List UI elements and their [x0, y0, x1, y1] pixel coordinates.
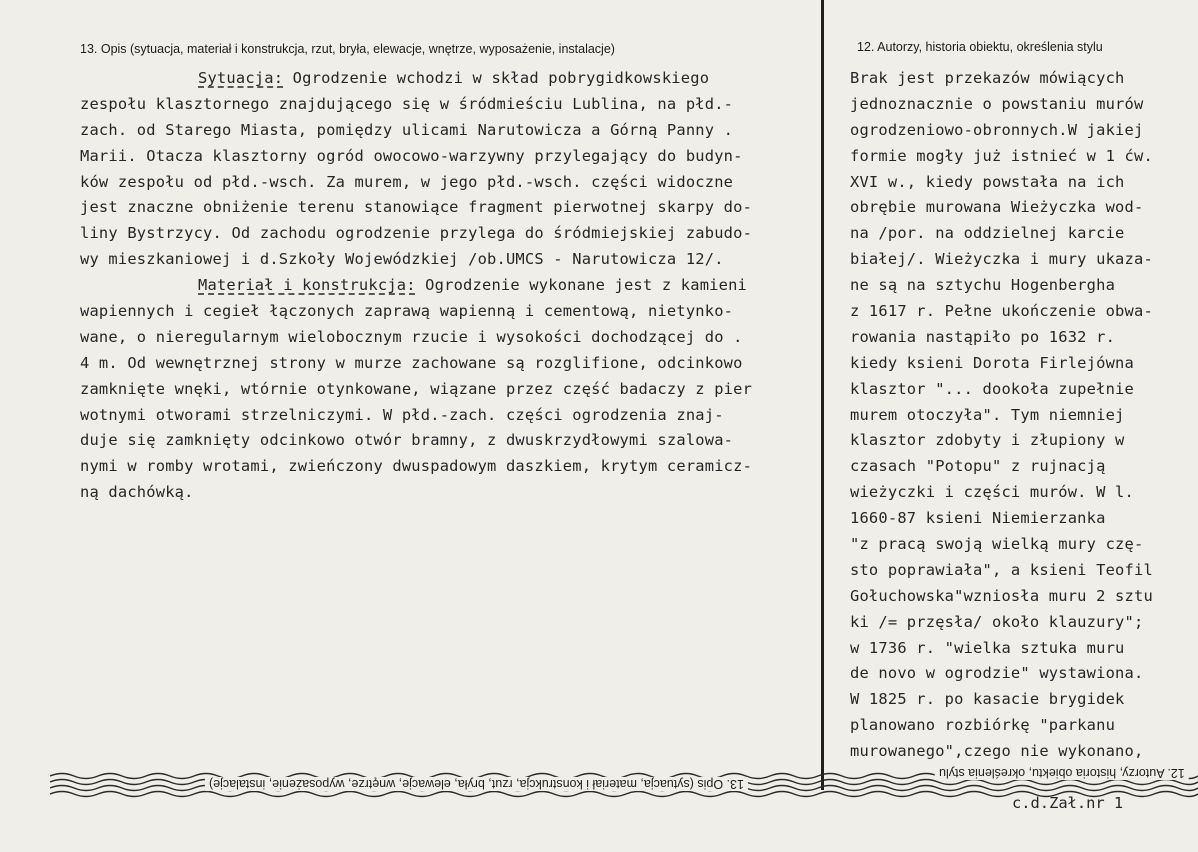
- text-line: jest znaczne obniżenie terenu stanowiące fragment pierwotnej skarpy do-: [80, 198, 753, 217]
- text-line: duje się zamknięty odcinkowo otwór bramny, z dwuskrzydłowymi szalowa-: [80, 431, 734, 450]
- text-line: murem otoczyła". Tym niemniej: [850, 405, 1125, 424]
- text-line: Gołuchowska"wzniosła muru 2 sztu: [850, 586, 1153, 605]
- mirrored-right-heading: 12. Autorzy, historia obiektu, określenia stylu: [935, 766, 1189, 780]
- text-line: zach. od Starego Miasta, pomiędzy ulicami Narutowicza a Górną Panny .: [80, 120, 734, 139]
- description-text: [80, 66, 820, 506]
- text-line: formie mogły już istnieć w 1 ćw.: [850, 146, 1153, 165]
- text-line: planowano rozbiórkę "parkanu: [850, 716, 1116, 735]
- text-line: ki /= przęsła/ około klauzury";: [850, 612, 1144, 631]
- text-line: murowanego",czego nie wykonano,: [850, 742, 1144, 761]
- text-line: 4 m. Od wewnętrznej strony w murze zachowane są rozglifione, odcinkowo: [80, 353, 743, 372]
- text-line: zamknięte wnęki, wtórnie otynkowane, wiązane przez część badaczy z pier: [80, 379, 753, 398]
- right-column-heading: 12. Autorzy, historia obiektu, określenia stylu: [857, 40, 1103, 54]
- text-line: W 1825 r. po kasacie brygidek: [850, 690, 1125, 709]
- text-line: nymi w romby wrotami, zwieńczony dwuspadowym daszkiem, krytym ceramicz-: [80, 457, 753, 476]
- text-line: ne są na sztychu Hogenbergha: [850, 276, 1116, 295]
- text-line: liny Bystrzycy. Od zachodu ogrodzenie przylega do śródmiejskiej zabudo-: [80, 224, 753, 243]
- text-line: sto poprawiała", a ksieni Teofil: [850, 560, 1153, 579]
- text-line: jednoznacznie o powstaniu murów: [850, 94, 1144, 113]
- text-line: klasztor "... dookoła zupełnie: [850, 379, 1134, 398]
- text-line: obrębie murowana Wieżyczka wod-: [850, 198, 1144, 217]
- text-line: wapiennych i cegieł łączonych zaprawą wapienną i cementową, nietynko-: [80, 302, 734, 321]
- text-line: zespołu klasztornego znajdującego się w śródmieściu Lublina, na płd.-: [80, 94, 734, 113]
- column-divider: [821, 0, 824, 790]
- text-line: wy mieszkaniowej i d.Szkoły Wojewódzkiej /ob.UMCS - Narutowicza 12/.: [80, 250, 724, 269]
- text-line: de novo w ogrodzie" wystawiona.: [850, 664, 1144, 683]
- text-line: czasach "Potopu" z rujnacją: [850, 457, 1106, 476]
- left-column-heading: 13. Opis (sytuacja, materiał i konstrukcja, rzut, bryła, elewacje, wnętrze, wyposażenie, instalacje): [80, 42, 615, 56]
- text-line: klasztor zdobyty i złupiony w: [850, 431, 1125, 450]
- text-line: wotnymi otworami strzelniczymi. W płd.-zach. części ogrodzenia znaj-: [80, 405, 724, 424]
- section-situation-first-line: Sytuacja: Ogrodzenie wchodzi w skład pobrygidkowskiego: [198, 69, 710, 87]
- text-line: w 1736 r. "wielka sztuka muru: [850, 638, 1125, 657]
- section-material-first-line: Materiał i konstrukcja: Ogrodzenie wykonane jest z kamieni: [198, 276, 748, 295]
- text-line: ków zespołu od płd.-wsch. Za murem, w jego płd.-wsch. części widoczne: [80, 172, 734, 191]
- text-line: kiedy ksieni Dorota Firlejówna: [850, 353, 1134, 372]
- section-material-title: Materiał i konstrukcja:: [198, 276, 416, 295]
- text-line: Brak jest przekazów mówiących: [850, 69, 1125, 87]
- text-line: wane, o nieregularnym wielobocznym rzucie i wysokości dochodzącej do .: [80, 327, 743, 346]
- text-line: białej/. Wieżyczka i mury ukaza-: [850, 250, 1153, 269]
- text-line: wieżyczki i części murów. W l.: [850, 483, 1134, 502]
- text-line: na /por. na oddzielnej karcie: [850, 224, 1125, 243]
- text-line: XVI w., kiedy powstała na ich: [850, 172, 1125, 191]
- text-line: rowania nastąpiło po 1632 r.: [850, 327, 1116, 346]
- text-line: ną dachówką.: [80, 483, 194, 502]
- section-situation-title: Sytuacja:: [198, 69, 284, 87]
- history-text: [850, 66, 1190, 765]
- text-line: "z pracą swoją wielką mury czę-: [850, 535, 1144, 554]
- attachment-reference: c.d.Zał.nr 1: [1012, 794, 1124, 812]
- text-line: ogrodzeniowo-obronnych.W jakiej: [850, 120, 1144, 139]
- mirrored-left-heading: 13. Opis (sytuacja, materiał i konstrukcja, rzut, bryła, elewacje, wnętrze, wyposażenie, instalacje): [205, 777, 748, 791]
- text-line: 1660-87 ksieni Niemierzanka: [850, 509, 1106, 528]
- text-line: z 1617 r. Pełne ukończenie obwa-: [850, 302, 1153, 321]
- text-line: Marii. Otacza klasztorny ogród owocowo-warzywny przylegający do budyn-: [80, 146, 743, 165]
